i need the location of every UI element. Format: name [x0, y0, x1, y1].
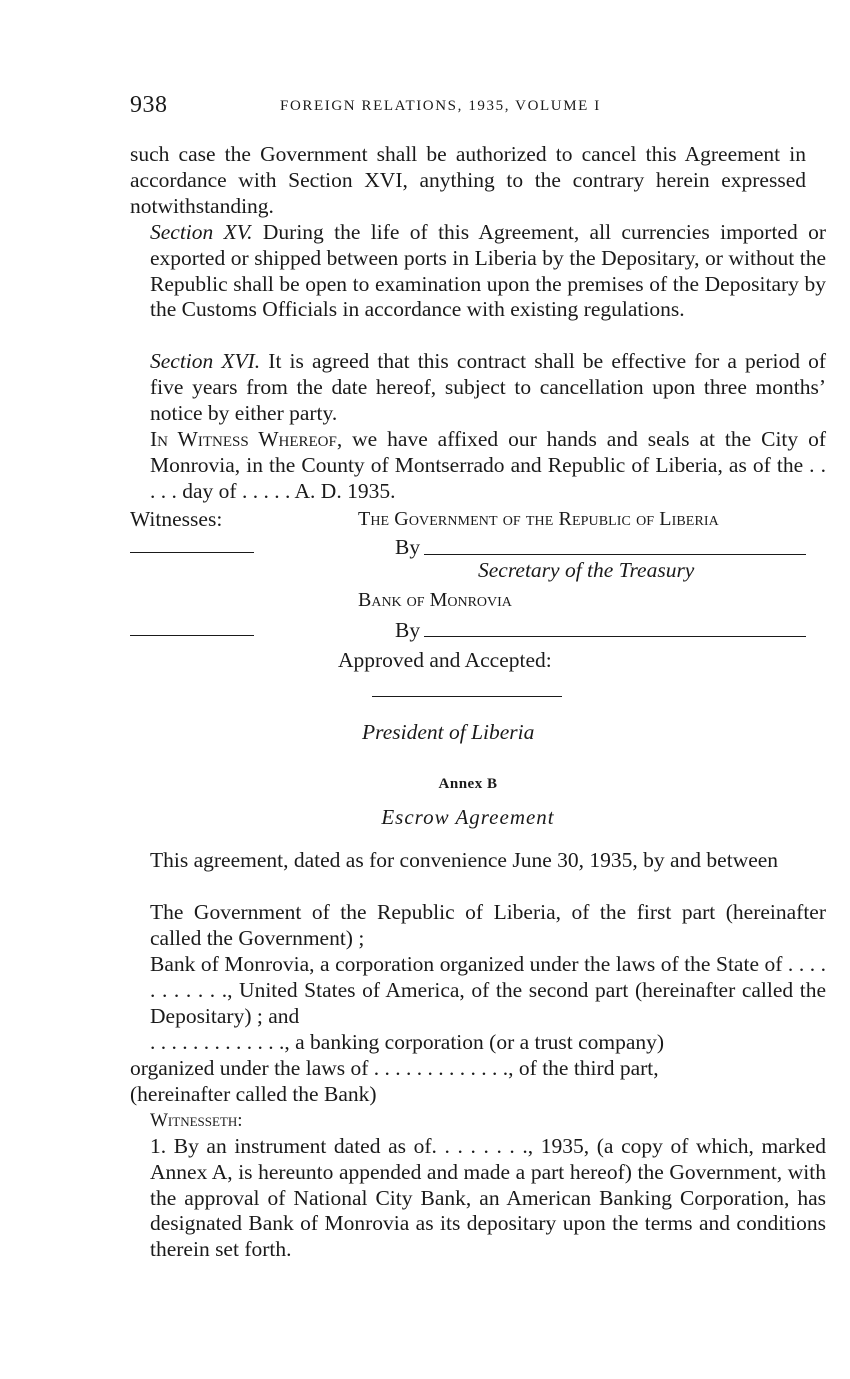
annex-paragraph-1: 1. By an instrument dated as of. . . . . . . ., 1935, (a copy of which, marked Annex A, is hereunto appended and made a part hereof) the Government, with the approval of National City Bank, an American Banking Corporation, has designated Bank of Monrovia as its depositary upon the terms and conditions therein set forth.	[150, 1134, 826, 1262]
witness-signature-line-1	[130, 552, 254, 553]
paragraph-in-witness	[130, 427, 826, 504]
approved-label: Approved and Accepted:	[338, 648, 552, 672]
secretary-title: Secretary of the Treasury	[478, 558, 695, 582]
page-number: 938	[130, 92, 168, 118]
government-signatory: The Government of the Republic of Liberia	[358, 508, 719, 530]
by-label-2: By	[395, 618, 421, 642]
government-signature-line	[424, 554, 806, 555]
annex-paragraph-bank-of-monrovia: Bank of Monrovia, a corporation organized under the laws of the State of . . . . . . . . . . ., United States of America, of the second part (hereinafter called the Depositary) ; and	[150, 952, 826, 1028]
president-title: President of Liberia	[362, 720, 535, 744]
annex-bank-line-1: . . . . . . . . . . . . ., a banking corporation (or a trust company)	[150, 1030, 665, 1054]
annex-paragraph-government: The Government of the Republic of Liberia, of the first part (hereinafter called the Government) ;	[150, 900, 826, 950]
annex-title: Escrow Agreement	[381, 805, 555, 829]
section-xvi-label: Section XVI.	[150, 349, 261, 373]
bank-signature-line	[424, 636, 806, 637]
annex-paragraph-intro: This agreement, dated as for convenience June 30, 1935, by and between	[150, 848, 779, 872]
page-header	[130, 92, 806, 122]
annex-bank-line-3: (hereinafter called the Bank)	[130, 1082, 377, 1106]
section-xvi-text: It is agreed that this contract shall be effective for a period of five years from the date hereof, subject to cancellation upon three months’ notice by either party.	[150, 349, 826, 425]
paragraph-continuation: such case the Government shall be authorized to cancel this Agreement in accordance with Section XVI, anything to the contrary herein expressed notwithstanding.	[130, 142, 806, 218]
witness-signature-line-2	[130, 635, 254, 636]
section-xv-text: During the life of this Agreement, all currencies imported or exported or shipped between ports in Liberia by the Depositary, or without the Republic shall be open to examination upon the premises of the Depositary by the Customs Officials in accordance with existing regulations.	[150, 220, 827, 322]
in-witness-text: we have affixed our hands and seals at the City of Monrovia, in the County of Montserrado and Republic of Liberia, as of the . . . . . day of . . . . . A. D. 1935.	[150, 427, 826, 503]
annex-heading: Annex B	[438, 776, 498, 792]
by-label-1: By	[395, 535, 421, 559]
paragraph-section-xv	[130, 220, 826, 323]
running-head: FOREIGN RELATIONS, 1935, VOLUME I	[280, 98, 601, 114]
bank-signatory: Bank of Monrovia	[358, 589, 512, 611]
section-xv-label: Section XV.	[150, 220, 253, 244]
annex-bank-line-2: organized under the laws of . . . . . . . . . . . . ., of the third part,	[130, 1056, 659, 1080]
witnesses-label: Witnesses:	[130, 507, 223, 531]
in-witness-lead: In Witness Whereof,	[150, 427, 343, 451]
president-signature-line	[372, 696, 562, 697]
witnesseth-label: Witnesseth:	[150, 1110, 243, 1131]
paragraph-section-xvi	[130, 349, 826, 426]
